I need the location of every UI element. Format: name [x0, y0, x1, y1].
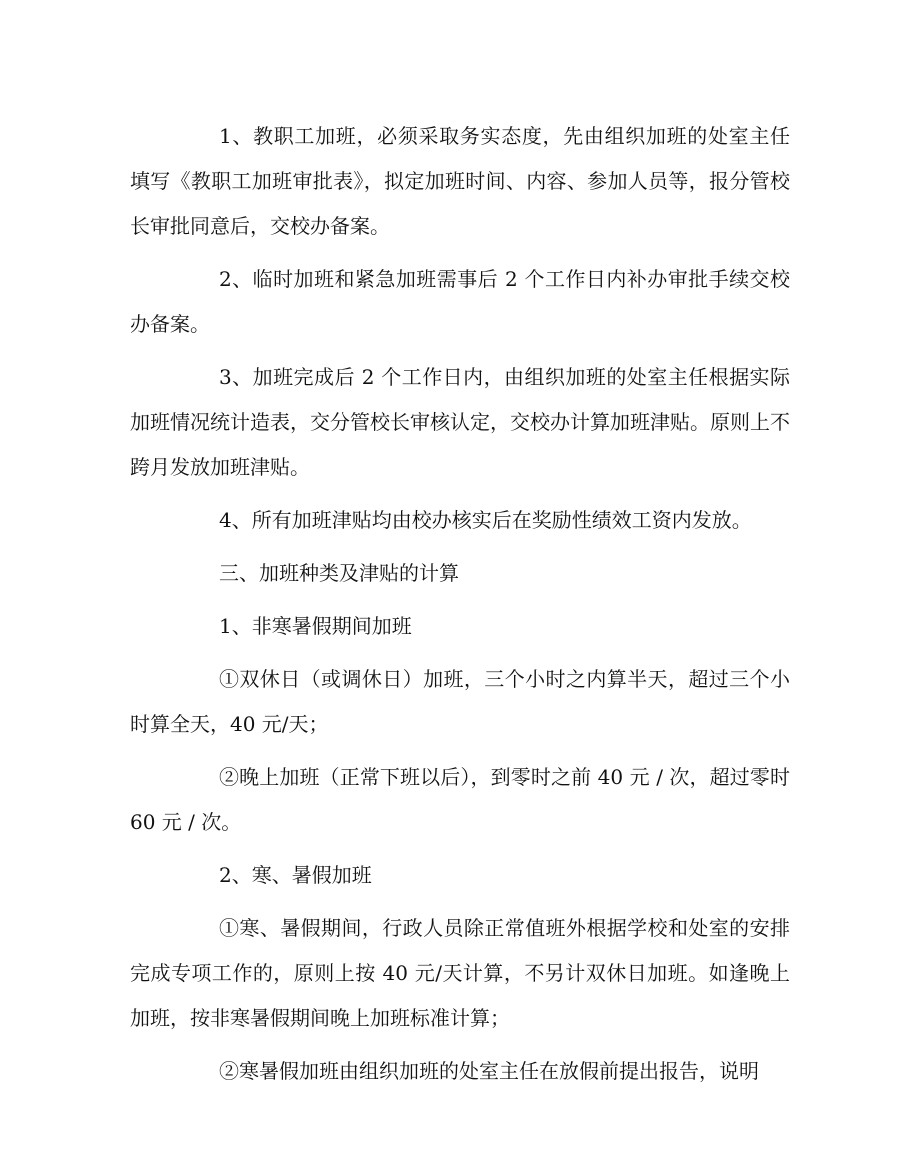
paragraph-temporary-overtime: 2、临时加班和紧急加班需事后 2 个工作日内补办审批手续交校办备案。 — [130, 267, 790, 336]
paragraph-evening-overtime: ②晚上加班（正常下班以后），到零时之前 40 元 / 次，超过零时 60 元 / 次。 — [130, 765, 790, 834]
subheading-vacation: 2、寒、暑假加班 — [219, 863, 372, 887]
paragraph-approval-procedure: 1、教职工加班，必须采取务实态度，先由组织加班的处室主任填写《教职工加班审批表》，拟定加班时间、内容、参加人员等，报分管校长审批同意后，交校办备案。 — [130, 124, 790, 238]
document-body — [130, 114, 790, 1102]
paragraph-allowance-payment: 4、所有加班津贴均由校办核实后在奖励性绩效工资内发放。 — [219, 508, 752, 532]
section-heading-overtime-types: 三、加班种类及津贴的计算 — [219, 561, 459, 585]
subheading-non-vacation: 1、非寒暑假期间加班 — [219, 614, 412, 638]
paragraph-vacation-report: ②寒暑假加班由组织加班的处室主任在放假前提出报告，说明 — [219, 1059, 759, 1083]
paragraph-weekend-overtime: ①双休日（或调休日）加班，三个小时之内算半天，超过三个小时算全天，40 元/天； — [130, 667, 790, 736]
paragraph-vacation-overtime: ①寒、暑假期间，行政人员除正常值班外根据学校和处室的安排完成专项工作的，原则上按 40 元/天计算，不另计双休日加班。如逢晚上加班，按非寒暑假期间晚上加班标准计算； — [130, 916, 790, 1030]
paragraph-statistics-report: 3、加班完成后 2 个工作日内，由组织加班的处室主任根据实际加班情况统计造表，交分管校长审核认定，交校办计算加班津贴。原则上不跨月发放加班津贴。 — [130, 365, 790, 479]
